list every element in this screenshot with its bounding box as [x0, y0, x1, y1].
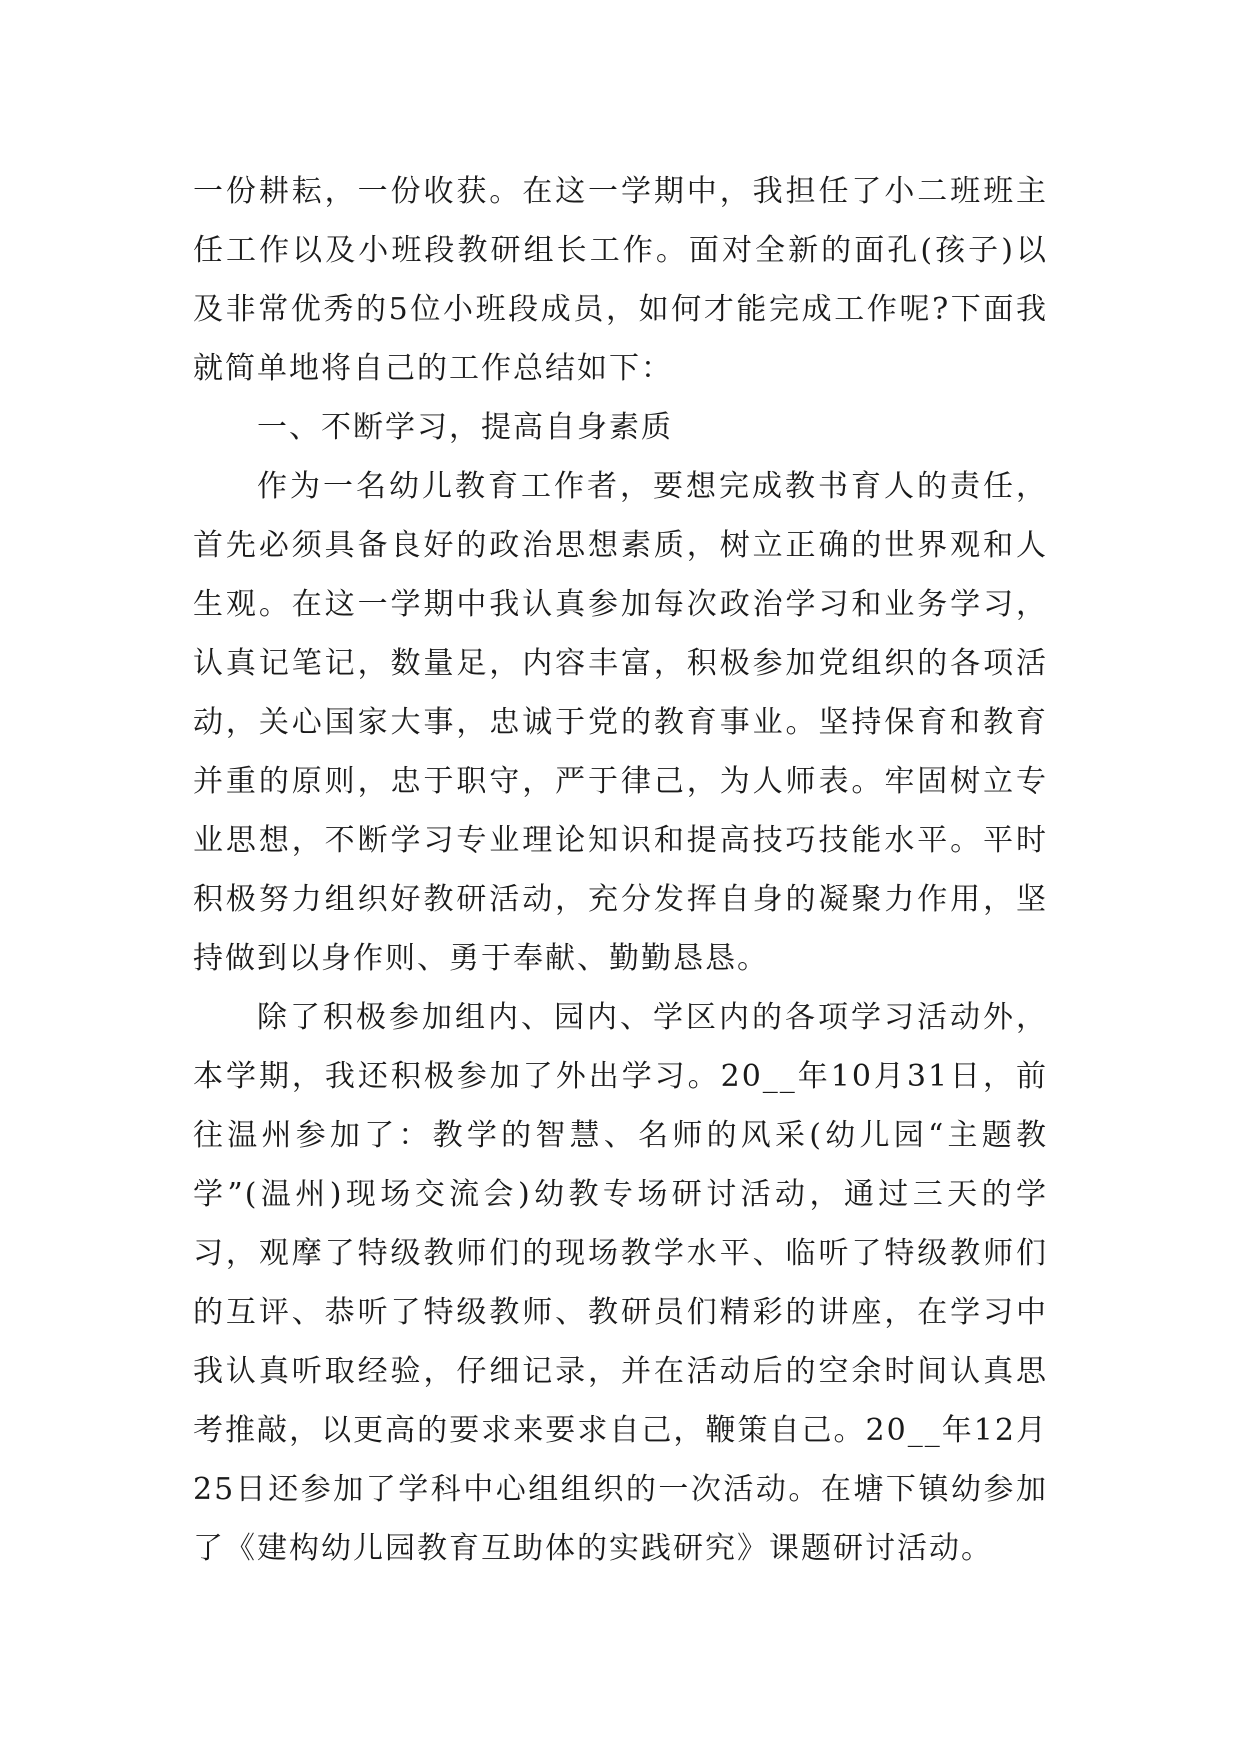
document-body	[193, 162, 1048, 1578]
body-paragraph: 作为一名幼儿教育工作者，要想完成教书育人的责任，首先必须具备良好的政治思想素质，树立正确的世界观和人生观。在这一学期中我认真参加每次政治学习和业务学习，认真记笔记，数量足，内容丰富，积极参加党组织的各项活动，关心国家大事，忠诚于党的教育事业。坚持保育和教育并重的原则，忠于职守，严于律己，为人师表。牢固树立专业思想，不断学习专业理论知识和提高技巧技能水平。平时积极努力组织好教研活动，充分发挥自身的凝聚力作用，坚持做到以身作则、勇于奉献、勤勤恳恳。	[193, 469, 1048, 976]
body-paragraph: 除了积极参加组内、园内、学区内的各项学习活动外，本学期，我还积极参加了外出学习。20__年10月31日，前往温州参加了：教学的智慧、名师的风采(幼儿园“主题教学”(温州)现场交流会)幼教专场研讨活动，通过三天的学习，观摩了特级教师们的现场教学水平、临听了特级教师们的互评、恭听了特级教师、教研员们精彩的讲座，在学习中我认真听取经验，仔细记录，并在活动后的空余时间认真思考推敲，以更高的要求来要求自己，鞭策自己。20__年12月25日还参加了学科中心组组织的一次活动。在塘下镇幼参加了《建构幼儿园教育互助体的实践研究》课题研讨活动。	[193, 1000, 1048, 1566]
intro-paragraph: 一份耕耘，一份收获。在这一学期中，我担任了小二班班主任工作以及小班段教研组长工作。面对全新的面孔(孩子)以及非常优秀的5位小班段成员，如何才能完成工作呢?下面我就简单地将自己的工作总结如下：	[193, 174, 1048, 386]
section-heading: 一、不断学习，提高自身素质	[257, 410, 673, 445]
